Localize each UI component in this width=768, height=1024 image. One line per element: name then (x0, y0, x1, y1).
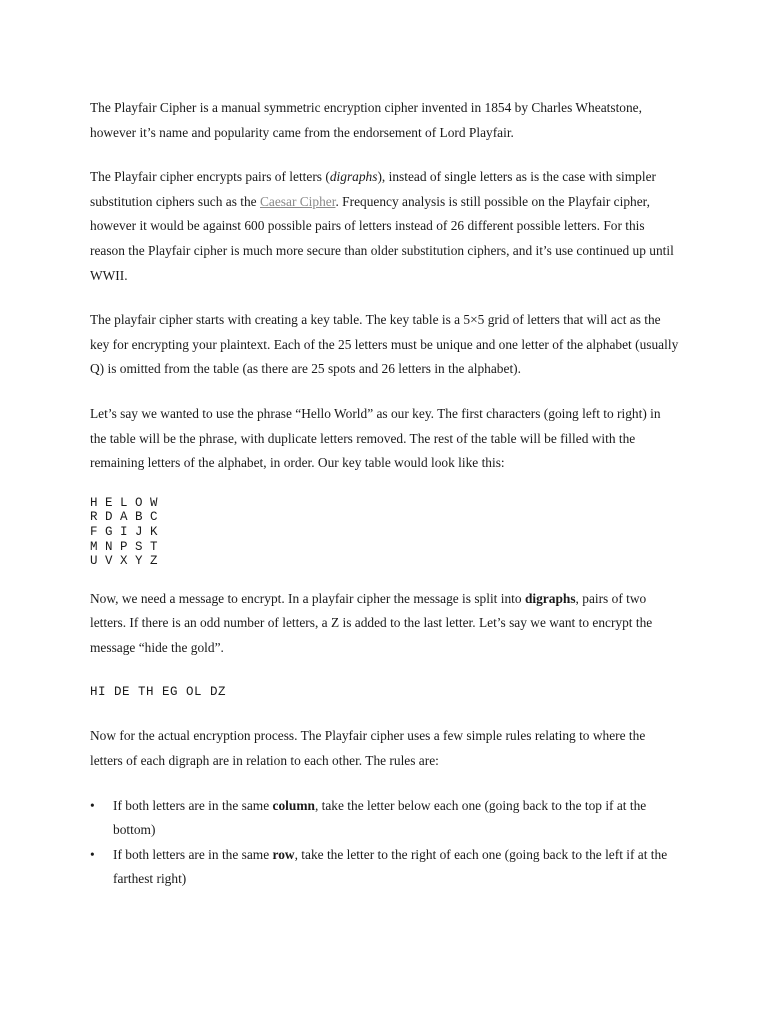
text-run: , take the letter below each one (going back to the top if at the bottom) (113, 797, 647, 838)
rule-item (90, 794, 680, 843)
key-table-cell: O (135, 495, 144, 510)
key-table-cell: P (120, 539, 129, 554)
key-table-cell: Y (135, 554, 144, 569)
key-table-cell: V (105, 554, 114, 569)
key-table-cell: T (150, 539, 159, 554)
key-table-row (90, 496, 680, 511)
key-table-cell: N (105, 539, 114, 554)
bold-text: column (272, 797, 315, 813)
text-run: Now, we need a message to encrypt. In a playfair cipher the message is split into (90, 590, 525, 606)
key-table-row (90, 540, 680, 555)
key-table-cell: I (120, 524, 129, 539)
key-table (90, 496, 680, 569)
key-table-cell: W (150, 495, 159, 510)
paragraph (90, 402, 680, 476)
paragraph (90, 96, 680, 145)
key-table-cell: G (105, 524, 114, 539)
key-table-cell: F (90, 524, 99, 539)
text-run: The Playfair Cipher is a manual symmetric encryption cipher invented in 1854 by Charles Wheatstone, however it’s name and popularity came from the endorsement of Lord Playfair. (90, 100, 642, 140)
text-run: Let’s say we wanted to use the phrase “Hello World” as our key. The first characters (going left to right) in the table will be the phrase, with duplicate letters removed. The rest of the table will be filled with the remaining letters of the alphabet, in order. Our key table would look like this: (90, 405, 661, 471)
bold-text: digraphs (524, 590, 576, 606)
bold-text: row (272, 846, 295, 862)
rules-list (90, 794, 680, 892)
italic-text: digraphs (329, 169, 378, 185)
key-table-cell: J (135, 524, 144, 539)
text-run: The playfair cipher starts with creating a key table. The key table is a 5×5 grid of letters that will act as the key for encrypting your plaintext. Each of the 25 letters must be unique and one letter of the alphabet (usually Q) is omitted from the table (as there are 25 spots and 26 letters in the alphabet). (90, 312, 679, 377)
key-table-cell: A (120, 510, 129, 525)
key-table-cell: Z (150, 554, 159, 569)
key-table-cell: D (105, 510, 114, 525)
rule-item (90, 843, 680, 892)
bullet-icon: • (90, 846, 95, 862)
intro-paragraphs (90, 96, 680, 476)
paragraph (90, 308, 680, 382)
text-run: If both letters are in the same (113, 846, 273, 862)
rules-intro-paragraphs (90, 724, 680, 773)
text-run: If both letters are in the same (113, 797, 273, 813)
text-run: The Playfair cipher encrypts pairs of letters ( (90, 169, 330, 185)
key-table-cell: C (150, 510, 159, 525)
key-table-row (90, 554, 680, 569)
key-table-row (90, 510, 680, 525)
digraph-paragraphs (90, 587, 680, 661)
text-run: Now for the actual encryption process. The Playfair cipher uses a few simple rules relating to where the letters of each digraph are in relation to each other. The rules are: (90, 728, 646, 769)
paragraph (90, 724, 680, 773)
key-table-cell: X (120, 554, 129, 569)
key-table-cell: H (90, 495, 99, 510)
key-table-cell: U (90, 554, 99, 569)
text-run: ), instead of single letters as is the case with simpler substitution ciphers such as the (90, 169, 656, 209)
key-table-cell: L (120, 495, 129, 510)
caesar-cipher-link[interactable]: Caesar Cipher (259, 193, 336, 209)
document-body (90, 96, 680, 892)
key-table-cell: S (135, 539, 144, 554)
text-run: . Frequency analysis is still possible on the Playfair cipher, however it would be against 600 possible pairs of letters instead of 26 different possible letters. For this reason the Playfair cipher is much more secure than older substitution ciphers, and it’s use continued up until WWII. (90, 193, 674, 283)
key-table-cell: B (135, 510, 144, 525)
key-table-cell: E (105, 495, 114, 510)
digraph-line: HI DE TH EG OL DZ (90, 685, 227, 700)
key-table-row (90, 525, 680, 540)
text-run: , take the letter to the right of each one (going back to the left if at the farthest right) (113, 846, 668, 887)
key-table-cell: K (150, 524, 159, 539)
paragraph (90, 165, 680, 288)
bullet-icon: • (90, 797, 95, 813)
text-run: , pairs of two letters. If there is an odd number of letters, a Z is added to the last letter. Let’s say we want to encrypt the message “hide the gold”. (90, 590, 653, 655)
key-table-cell: R (90, 510, 99, 525)
paragraph (90, 587, 680, 661)
key-table-cell: M (90, 539, 99, 554)
